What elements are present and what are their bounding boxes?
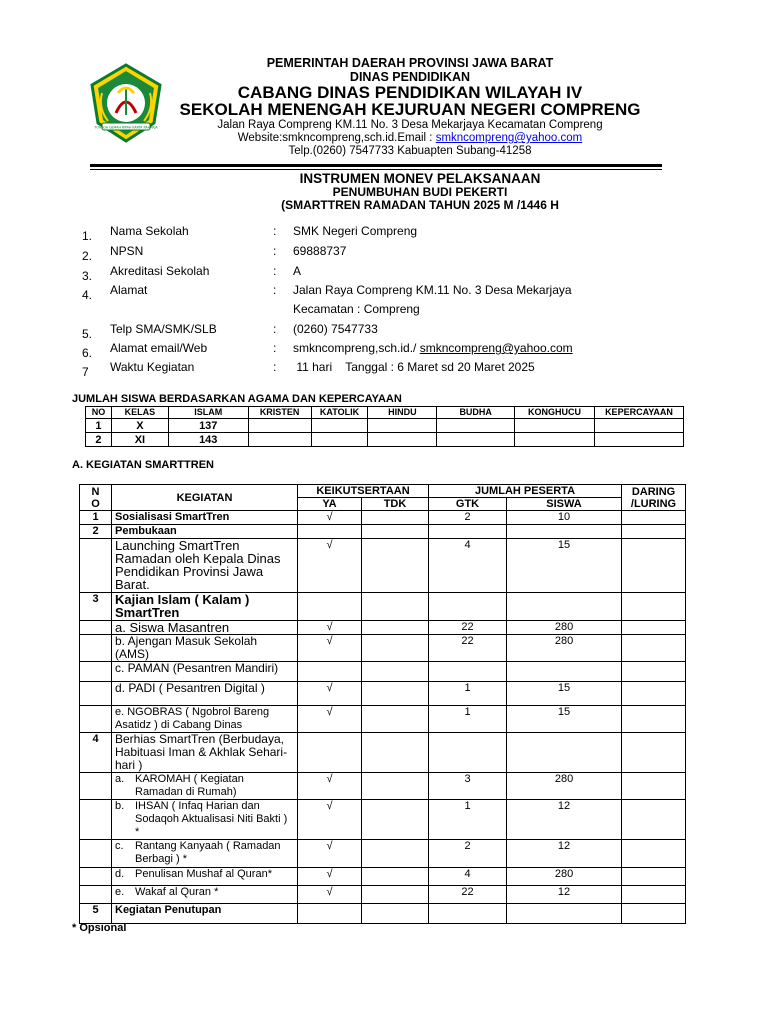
letterhead-government: PEMERINTAH DAERAH PROVINSI JAWA BARAT <box>266 56 554 70</box>
cell-no: 5 <box>80 904 112 924</box>
cell-no <box>80 840 112 868</box>
cell-kristen <box>248 419 311 433</box>
footnote-optional: * Opsional <box>72 922 127 934</box>
table-row <box>80 886 686 904</box>
cell-siswa: 10 <box>507 511 622 525</box>
cell-siswa: 12 <box>507 886 622 904</box>
cell-kepercayaan <box>594 433 683 447</box>
header-daring-luring: DARING /LURING <box>622 485 686 511</box>
cell-gtk <box>429 662 507 682</box>
cell-siswa: 15 <box>507 539 622 593</box>
cell-no <box>80 662 112 682</box>
cell-tdk <box>362 593 429 621</box>
cell-tdk <box>362 662 429 682</box>
letterhead-branch: CABANG DINAS PENDIDIKAN WILAYAH IV <box>237 83 583 102</box>
cell-ya <box>298 525 362 539</box>
cell-kegiatan: Kajian Islam ( Kalam ) SmartTren <box>112 593 298 621</box>
cell-gtk: 3 <box>429 773 507 800</box>
cell-tdk <box>362 621 429 635</box>
identity-value: 11 hari Tanggal : 6 Maret sd 20 Maret 2025 <box>293 360 535 374</box>
cell-kegiatan: a. Siswa Masantren <box>112 621 298 635</box>
cell-daring <box>622 840 686 868</box>
cell-kegiatan <box>112 868 298 886</box>
cell-siswa: 15 <box>507 706 622 733</box>
cell-gtk: 1 <box>429 706 507 733</box>
document-subtitle: PENUMBUHAN BUDI PEKERTI <box>332 185 508 199</box>
identity-value-line2: Kecamatan : Compreng <box>293 302 420 316</box>
cell-ya: √ <box>298 773 362 800</box>
cell-kegiatan: b. Ajengan Masuk Sekolah (AMS) <box>112 635 298 662</box>
table-row <box>80 868 686 886</box>
cell-daring <box>622 621 686 635</box>
header-kelas: KELAS <box>111 407 168 419</box>
activity-sub-letter: d. <box>115 868 125 880</box>
activity-sub-item <box>115 886 294 899</box>
cell-daring <box>622 539 686 593</box>
table-row <box>80 733 686 773</box>
header-gtk: GTK <box>429 498 507 511</box>
cell-ya: √ <box>298 621 362 635</box>
identity-label: Nama Sekolah <box>110 224 189 238</box>
table-header-row <box>86 407 684 419</box>
cell-tdk <box>362 525 429 539</box>
cell-kegiatan: Sosialisasi SmartTren <box>112 511 298 525</box>
cell-ya: √ <box>298 800 362 840</box>
cell-no <box>80 682 112 706</box>
cell-ya: √ <box>298 706 362 733</box>
table-row <box>80 840 686 868</box>
cell-ya: √ <box>298 886 362 904</box>
cell-gtk: 22 <box>429 635 507 662</box>
kegiatan-section-title: A. KEGIATAN SMARTTREN <box>72 459 214 471</box>
cell-daring <box>622 800 686 840</box>
cell-no: 4 <box>80 733 112 773</box>
identity-website: smkncompreng,sch.id./ <box>293 341 420 355</box>
cell-siswa <box>507 525 622 539</box>
religion-student-table <box>85 406 684 447</box>
smarttren-activity-table <box>79 484 686 924</box>
cell-budha <box>437 419 515 433</box>
cell-tdk <box>362 840 429 868</box>
table-row <box>80 800 686 840</box>
cell-daring <box>622 886 686 904</box>
header-ya: YA <box>298 498 362 511</box>
cell-ya: √ <box>298 511 362 525</box>
cell-kegiatan: d. PADI ( Pesantren Digital ) <box>112 682 298 706</box>
cell-no <box>80 800 112 840</box>
cell-tdk <box>362 539 429 593</box>
cell-siswa <box>507 593 622 621</box>
identity-number: 6. <box>82 346 93 360</box>
header-no: N O <box>80 485 112 511</box>
table-row <box>80 904 686 924</box>
cell-katolik <box>311 433 368 447</box>
activity-sub-text: Wakaf al Quran * <box>135 886 219 898</box>
identity-colon: : <box>273 283 277 297</box>
header-budha: BUDHA <box>437 407 515 419</box>
header-hindu: HINDU <box>368 407 437 419</box>
header-no: NO <box>86 407 112 419</box>
identity-value <box>293 341 573 355</box>
cell-daring <box>622 868 686 886</box>
letterhead-contact <box>150 132 670 144</box>
identity-label: Waktu Kegiatan <box>110 360 195 374</box>
identity-number: 2. <box>82 249 93 263</box>
letterhead-address: Jalan Raya Compreng KM.11 No. 3 Desa Mekarjaya Kecamatan Compreng <box>217 119 603 131</box>
cell-daring <box>622 662 686 682</box>
cell-no <box>80 539 112 593</box>
cell-siswa: 280 <box>507 621 622 635</box>
cell-gtk <box>429 593 507 621</box>
identity-colon: : <box>273 264 277 278</box>
table-header-row <box>80 485 686 498</box>
activity-sub-letter: a. <box>115 773 125 785</box>
cell-katolik <box>311 419 368 433</box>
table-row <box>80 682 686 706</box>
cell-kegiatan <box>112 773 298 800</box>
cell-daring <box>622 511 686 525</box>
activity-sub-letter: c. <box>115 840 124 852</box>
cell-ya: √ <box>298 635 362 662</box>
cell-tdk <box>362 868 429 886</box>
identity-colon: : <box>273 341 277 355</box>
letterhead-divider-thin <box>90 169 662 170</box>
cell-kelas: X <box>111 419 168 433</box>
activity-sub-item <box>115 773 294 799</box>
cell-siswa: 280 <box>507 635 622 662</box>
cell-kegiatan <box>112 800 298 840</box>
cell-no <box>80 773 112 800</box>
cell-gtk: 4 <box>429 539 507 593</box>
cell-daring <box>622 682 686 706</box>
identity-colon: : <box>273 360 277 374</box>
identity-value: SMK Negeri Compreng <box>293 224 418 238</box>
cell-siswa: 280 <box>507 868 622 886</box>
identity-label: Akreditasi Sekolah <box>110 264 210 278</box>
cell-daring <box>622 706 686 733</box>
table-row <box>86 419 684 433</box>
activity-sub-text: KAROMAH ( Kegiatan Ramadan di Rumah) <box>135 773 244 798</box>
identity-label: Alamat <box>110 283 148 297</box>
cell-tdk <box>362 682 429 706</box>
header-keikutsertaan: KEIKUTSERTAAN <box>298 485 429 498</box>
cell-tdk <box>362 511 429 525</box>
cell-gtk: 22 <box>429 621 507 635</box>
cell-islam: 143 <box>168 433 248 447</box>
cell-kristen <box>248 433 311 447</box>
document-title: INSTRUMEN MONEV PELAKSANAAN <box>299 171 541 186</box>
cell-siswa <box>507 662 622 682</box>
cell-no <box>80 635 112 662</box>
cell-kegiatan: Launching SmartTren Ramadan oleh Kepala Dinas Pendidikan Provinsi Jawa Barat. <box>112 539 298 593</box>
letterhead-department: DINAS PENDIDIKAN <box>349 70 471 84</box>
cell-konghucu <box>515 419 595 433</box>
cell-no: 1 <box>80 511 112 525</box>
cell-kegiatan: Berhias SmartTren (Berbudaya, Habituasi Iman & Akhlak Sehari-hari ) <box>112 733 298 773</box>
cell-siswa: 12 <box>507 800 622 840</box>
cell-kegiatan: Kegiatan Penutupan <box>112 904 298 924</box>
cell-tdk <box>362 635 429 662</box>
cell-ya <box>298 733 362 773</box>
identity-colon: : <box>273 244 277 258</box>
activity-sub-text: IHSAN ( Infaq Harian dan Sodaqoh Aktualisasi Niti Bakti ) * <box>135 800 288 838</box>
identity-number: 4. <box>82 288 93 302</box>
cell-kegiatan <box>112 840 298 868</box>
cell-kepercayaan <box>594 419 683 433</box>
cell-no <box>80 886 112 904</box>
activity-sub-item <box>115 840 294 866</box>
header-siswa: SISWA <box>507 498 622 511</box>
header-jumlah-peserta: JUMLAH PESERTA <box>429 485 622 498</box>
cell-tdk <box>362 800 429 840</box>
cell-gtk: 1 <box>429 800 507 840</box>
cell-daring <box>622 733 686 773</box>
cell-siswa <box>507 733 622 773</box>
cell-gtk: 1 <box>429 682 507 706</box>
cell-gtk: 4 <box>429 868 507 886</box>
cell-islam: 137 <box>168 419 248 433</box>
activity-table-body <box>80 511 686 924</box>
identity-label: Alamat email/Web <box>110 341 208 355</box>
cell-ya: √ <box>298 539 362 593</box>
header-islam: ISLAM <box>168 407 248 419</box>
cell-gtk: 2 <box>429 840 507 868</box>
table-row <box>80 635 686 662</box>
cell-no <box>80 621 112 635</box>
identity-label: NPSN <box>110 244 144 258</box>
table-row <box>80 511 686 525</box>
cell-daring <box>622 525 686 539</box>
cell-gtk <box>429 904 507 924</box>
identity-number: 3. <box>82 269 93 283</box>
header-kepercayaan: KEPERCAYAAN <box>594 407 683 419</box>
table-row <box>80 525 686 539</box>
cell-kegiatan: e. NGOBRAS ( Ngobrol Bareng Asatidz ) di Cabang Dinas <box>112 706 298 733</box>
cell-siswa: 12 <box>507 840 622 868</box>
letterhead-school: SEKOLAH MENENGAH KEJURUAN NEGERI COMPRENG <box>179 100 641 119</box>
activity-sub-item <box>115 800 294 839</box>
cell-ya: √ <box>298 682 362 706</box>
letterhead-email-link[interactable]: smkncompreng@yahoo.com <box>435 132 583 144</box>
identity-number: 1. <box>82 229 93 243</box>
table-row <box>80 593 686 621</box>
table-row <box>80 539 686 593</box>
cell-hindu <box>368 419 437 433</box>
identity-colon: : <box>273 322 277 336</box>
cell-gtk <box>429 525 507 539</box>
activity-sub-text: Penulisan Mushaf al Quran* <box>135 868 272 880</box>
cell-ya <box>298 662 362 682</box>
cell-no <box>80 868 112 886</box>
table-row <box>80 706 686 733</box>
cell-konghucu <box>515 433 595 447</box>
identity-value: Jalan Raya Compreng KM.11 No. 3 Desa Mekarjaya <box>293 283 572 297</box>
identity-value: A <box>293 264 302 278</box>
header-konghucu: KONGHUCU <box>515 407 595 419</box>
cell-ya: √ <box>298 840 362 868</box>
identity-value: 69888737 <box>293 244 347 258</box>
identity-value: (0260) 7547733 <box>293 322 378 336</box>
cell-tdk <box>362 773 429 800</box>
cell-no <box>80 706 112 733</box>
cell-siswa: 15 <box>507 682 622 706</box>
cell-no: 2 <box>86 433 112 447</box>
cell-hindu <box>368 433 437 447</box>
cell-no: 2 <box>80 525 112 539</box>
activity-sub-letter: e. <box>115 886 125 898</box>
cell-gtk <box>429 733 507 773</box>
cell-daring <box>622 635 686 662</box>
cell-kegiatan <box>112 886 298 904</box>
cell-no: 3 <box>80 593 112 621</box>
cell-siswa <box>507 904 622 924</box>
identity-label: Telp SMA/SMK/SLB <box>110 322 217 336</box>
activity-sub-text: Rantang Kanyaah ( Ramadan Berbagi ) * <box>135 840 281 865</box>
header-katolik: KATOLIK <box>311 407 368 419</box>
cell-daring <box>622 904 686 924</box>
cell-daring <box>622 593 686 621</box>
cell-kelas: XI <box>111 433 168 447</box>
cell-ya: √ <box>298 868 362 886</box>
cell-ya <box>298 593 362 621</box>
letterhead-phone: Telp.(0260) 7547733 Kabuapten Subang-41258 <box>288 145 532 157</box>
cell-ya <box>298 904 362 924</box>
letterhead-divider-thick <box>90 164 662 167</box>
identity-email-link[interactable]: smkncompreng@yahoo.com <box>419 341 573 355</box>
document-period: (SMARTTREN RAMADAN TAHUN 2025 M /1446 H <box>281 198 559 212</box>
cell-tdk <box>362 733 429 773</box>
cell-gtk: 2 <box>429 511 507 525</box>
table-row <box>80 621 686 635</box>
header-kristen: KRISTEN <box>248 407 311 419</box>
agama-section-title: JUMLAH SISWA BERDASARKAN AGAMA DAN KEPERCAYAAN <box>72 393 402 405</box>
activity-sub-letter: b. <box>115 800 125 812</box>
cell-tdk <box>362 706 429 733</box>
identity-number: 5. <box>82 327 93 341</box>
table-row <box>86 433 684 447</box>
identity-number: 7 <box>82 365 89 379</box>
header-kegiatan: KEGIATAN <box>112 485 298 511</box>
table-row <box>80 662 686 682</box>
cell-kegiatan: Pembukaan <box>112 525 298 539</box>
cell-gtk: 22 <box>429 886 507 904</box>
cell-siswa: 280 <box>507 773 622 800</box>
header-tdk: TDK <box>362 498 429 511</box>
cell-tdk <box>362 904 429 924</box>
identity-colon: : <box>273 224 277 238</box>
cell-tdk <box>362 886 429 904</box>
logo-motto: TOHAGA GEMAH RIPAH KARTA RAHARJA <box>94 125 158 130</box>
cell-daring <box>622 773 686 800</box>
activity-sub-item <box>115 868 294 881</box>
cell-budha <box>437 433 515 447</box>
cell-no: 1 <box>86 419 112 433</box>
cell-kegiatan: c. PAMAN (Pesantren Mandiri) <box>112 662 298 682</box>
table-row <box>80 773 686 800</box>
letterhead-website: Website:smkncompreng,sch.id.Email : <box>237 132 436 144</box>
